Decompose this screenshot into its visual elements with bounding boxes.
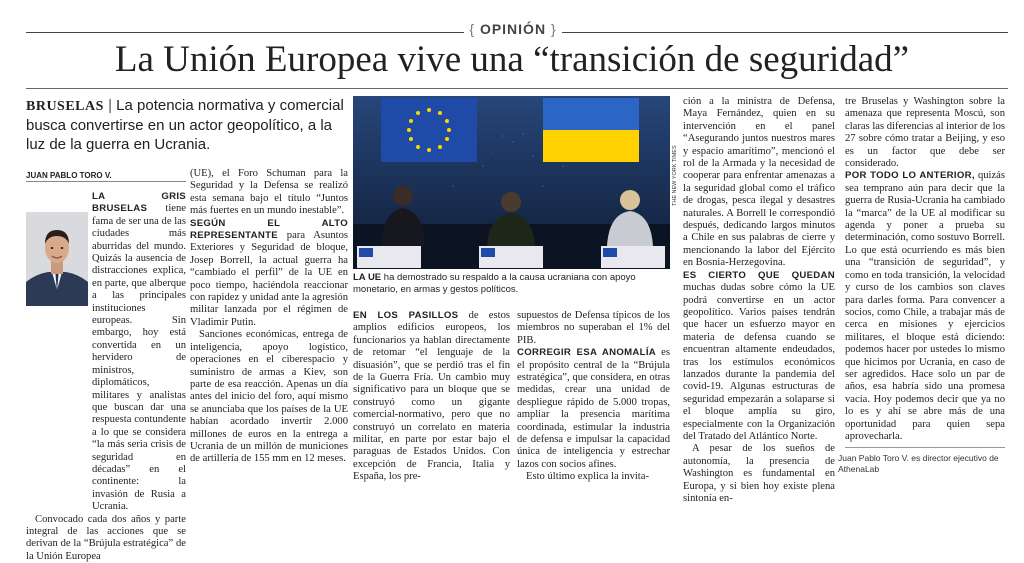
paragraph-lead: ES CIERTO QUE QUEDAN (683, 269, 835, 281)
ukraine-flag (543, 98, 639, 130)
paragraph (353, 310, 510, 484)
paragraph (845, 170, 1005, 443)
dateline: BRUSELAS (26, 99, 104, 114)
paragraph-text: muchas dudas sobre cómo la UE podrá convertirse en un actor geopolítico. Varios países tendrán que hacer un esfuerzo mayor en materia de defensa cuando se encuentran altamente endeudados, tras los estímulos económicos lanzados durante la pandemia del covid-19. Algunas estructuras de seguridad empezarán a solaparse si el bloque amplía su giro, especialmente con la Organización del Tratado del Atlántico Norte. (683, 282, 835, 442)
paragraph (190, 218, 348, 330)
paragraph-text: quizás sea temprano aún para decir que la guerra de Rusia-Ucrania ha cambiado la “marca” de la UE al modificar su agenda y poner a prueba su determinación, como sostuvo Borrell. Lo que está ocurriendo es más bien una “transición de seguridad”, y como en toda transición, la velocidad y curso de los cambios son claves para darles forma. Para convencer a socios, como Chile, a trabajar más de cerca en misiones y ejercicios militares, el bloque está diciendo: podemos hacer por ustedes lo mismo que hicimos por Ucrania, en caso de ser agredidos. Hace solo un par de años, esa habría sido una promesa vacía. Hoy podemos decir que ya no lo es y ahí se abre más de una oportunidad para quien sepa aprovecharla. (845, 170, 1006, 442)
body-column-2 (190, 168, 348, 466)
byline: JUAN PABLO TORO V. (26, 171, 112, 180)
paragraph-lead: POR TODO LO ANTERIOR, (845, 170, 975, 182)
paragraph: (UE), el Foro Schuman para la Seguridad y la Defensa se realizó esta semana bajo el título “Juntos más fuertes en un mundo inestable”. (190, 168, 348, 217)
paragraph (517, 347, 670, 471)
body-column-3 (353, 310, 510, 484)
paragraph: A pesar de los sueños de autonomía, la presencia de Washington es fundamental en Europa, y si bien hoy existe plena sintonía en- (683, 443, 835, 504)
section-label: { OPINIÓN } (469, 21, 557, 37)
body-column-6 (845, 96, 1005, 443)
paragraph-text: para Asuntos Exteriores y Seguridad de bloque, Josep Borrell, la actual guerra ha “cambiado el perfil” de la UE en poco tiempo, haciéndola reaccionar con rapidez y unidad ante la agresión militar lanzada por el régimen de Vladimir Putin. (190, 230, 348, 328)
section-rule-left (26, 32, 464, 33)
body-column-5 (683, 96, 835, 505)
section-rule-right (562, 32, 1008, 33)
bio-rule (845, 447, 1005, 448)
headline-rule (26, 88, 1008, 89)
photo-credit: THE NEW YORK TIMES (672, 145, 678, 206)
lede: BRUSELAS | La potencia normativa y comercial busca convertirse en un actor geopolítico, a la luz de la guerra en Ucrania. (26, 97, 344, 153)
paragraph (683, 270, 835, 444)
body-column-1 (26, 191, 186, 563)
paragraph-text: es el propósito central de la “Brújula estratégica”, que considera, en otras medidas, crear una unidad de despliegue rápido de 5.000 tropas, ampliar la presencia marítima coordinada, estimular la industria de defensa e impulsar la capacidad única de inteligencia y estrechar lazos con socios afines. (517, 347, 670, 470)
paragraph: supuestos de Defensa típicos de los miembros no superaban el 1% del PIB. (517, 310, 670, 346)
article-photo (353, 96, 670, 269)
paragraph: ción a la ministra de Defensa, Maya Fernández, quien en su intervención en el panel “Asegurando juntos nuestros mares y espacio amarítimo”, mencionó el rol de la Armada y la necesidad de cooperar para enfrentar amenazas a la seguridad global como el tráfico de drogas, pesca ilegal y desastres naturales. A Borrell le correspondió después, dedicando largos minutos a Chile en sus palabras de cierre y mencionando la labor del Ejército en Bosnia-Herzegovina. (683, 96, 835, 269)
paragraph (92, 191, 186, 514)
paragraph-text: de estos amplios edificios europeos, los funcionarios ya hablan directamente de retomar “el lenguaje de la disuasión”, que se perdió tras el fin de la Guerra Fría. Un cambio muy significativo para un bloque que se construyó como un gigante comercial-normativo, pero que no construyó un correlato en materia militar, en parte por estar bajo el paraguas de Estados Unidos. Con excepción de Francia, Italia y España, los pre- (353, 310, 510, 483)
paragraph: Convocado cada dos años y parte integral de las acciones que se derivan de la “Brújula estratégica” de la Unión Europea (26, 513, 186, 562)
paragraph: Sanciones económicas, entrega de inteligencia, apoyo logístico, operaciones en el ciberespacio y suministro de armas a Kiev, son parte de esa reacción. Apenas un día antes del inicio del foro, aquí mismo se anunciaba que los países de la UE habían acordado invertir 2.000 millones de euros en la entrega a Ucrania de un millón de municiones de artillería de 155 mm en 12 meses. (190, 329, 348, 465)
paragraph-lead: EN LOS PASILLOS (353, 310, 459, 321)
eu-flag (381, 98, 477, 162)
photo-caption: LA UE ha demostrado su respaldo a la causa ucraniana con apoyo monetario, en armas y gestos políticos. (353, 272, 636, 295)
paragraph: tre Bruselas y Washington sobre la amenaza que representa Moscú, son claras las diferencias al interior de los 27 sobre cómo tratar a Beijing, y eso es un factor que debe ser considerado. (845, 96, 1006, 170)
paragraph-lead: SEGÚN EL ALTO REPRESENTANTE (190, 217, 348, 242)
body-column-4 (517, 310, 670, 484)
lede-text: La potencia normativa y comercial busca convertirse en un actor geopolítico, a la luz de la guerra en Ucrania. (26, 97, 344, 153)
byline-rule (26, 181, 186, 182)
author-bio: Juan Pablo Toro V. es director ejecutivo de AthenaLab (838, 453, 999, 474)
paragraph: Esto último explica la invita- (526, 471, 649, 483)
headline: La Unión Europea vive una “transición de seguridad” (114, 39, 910, 80)
paragraph-lead: LA GRIS BRUSELAS (92, 191, 186, 215)
paragraph-lead: CORREGIR ESA ANOMALÍA (517, 347, 657, 359)
paragraph-text: tiene fama de ser una de las ciudades más aburridas del mundo. Quizás la ausencia de distracciones explica, en parte, que alberque a las principales instituciones europeas. Sin embargo, hoy está convertida en un hervidero de ministros, diplomáticos, militares y analistas que buscan dar una respuesta contundente a lo que se considera “la más seria crisis de seguridad en décadas” en el continente: la invasión de Rusia a Ucrania. (92, 203, 186, 513)
